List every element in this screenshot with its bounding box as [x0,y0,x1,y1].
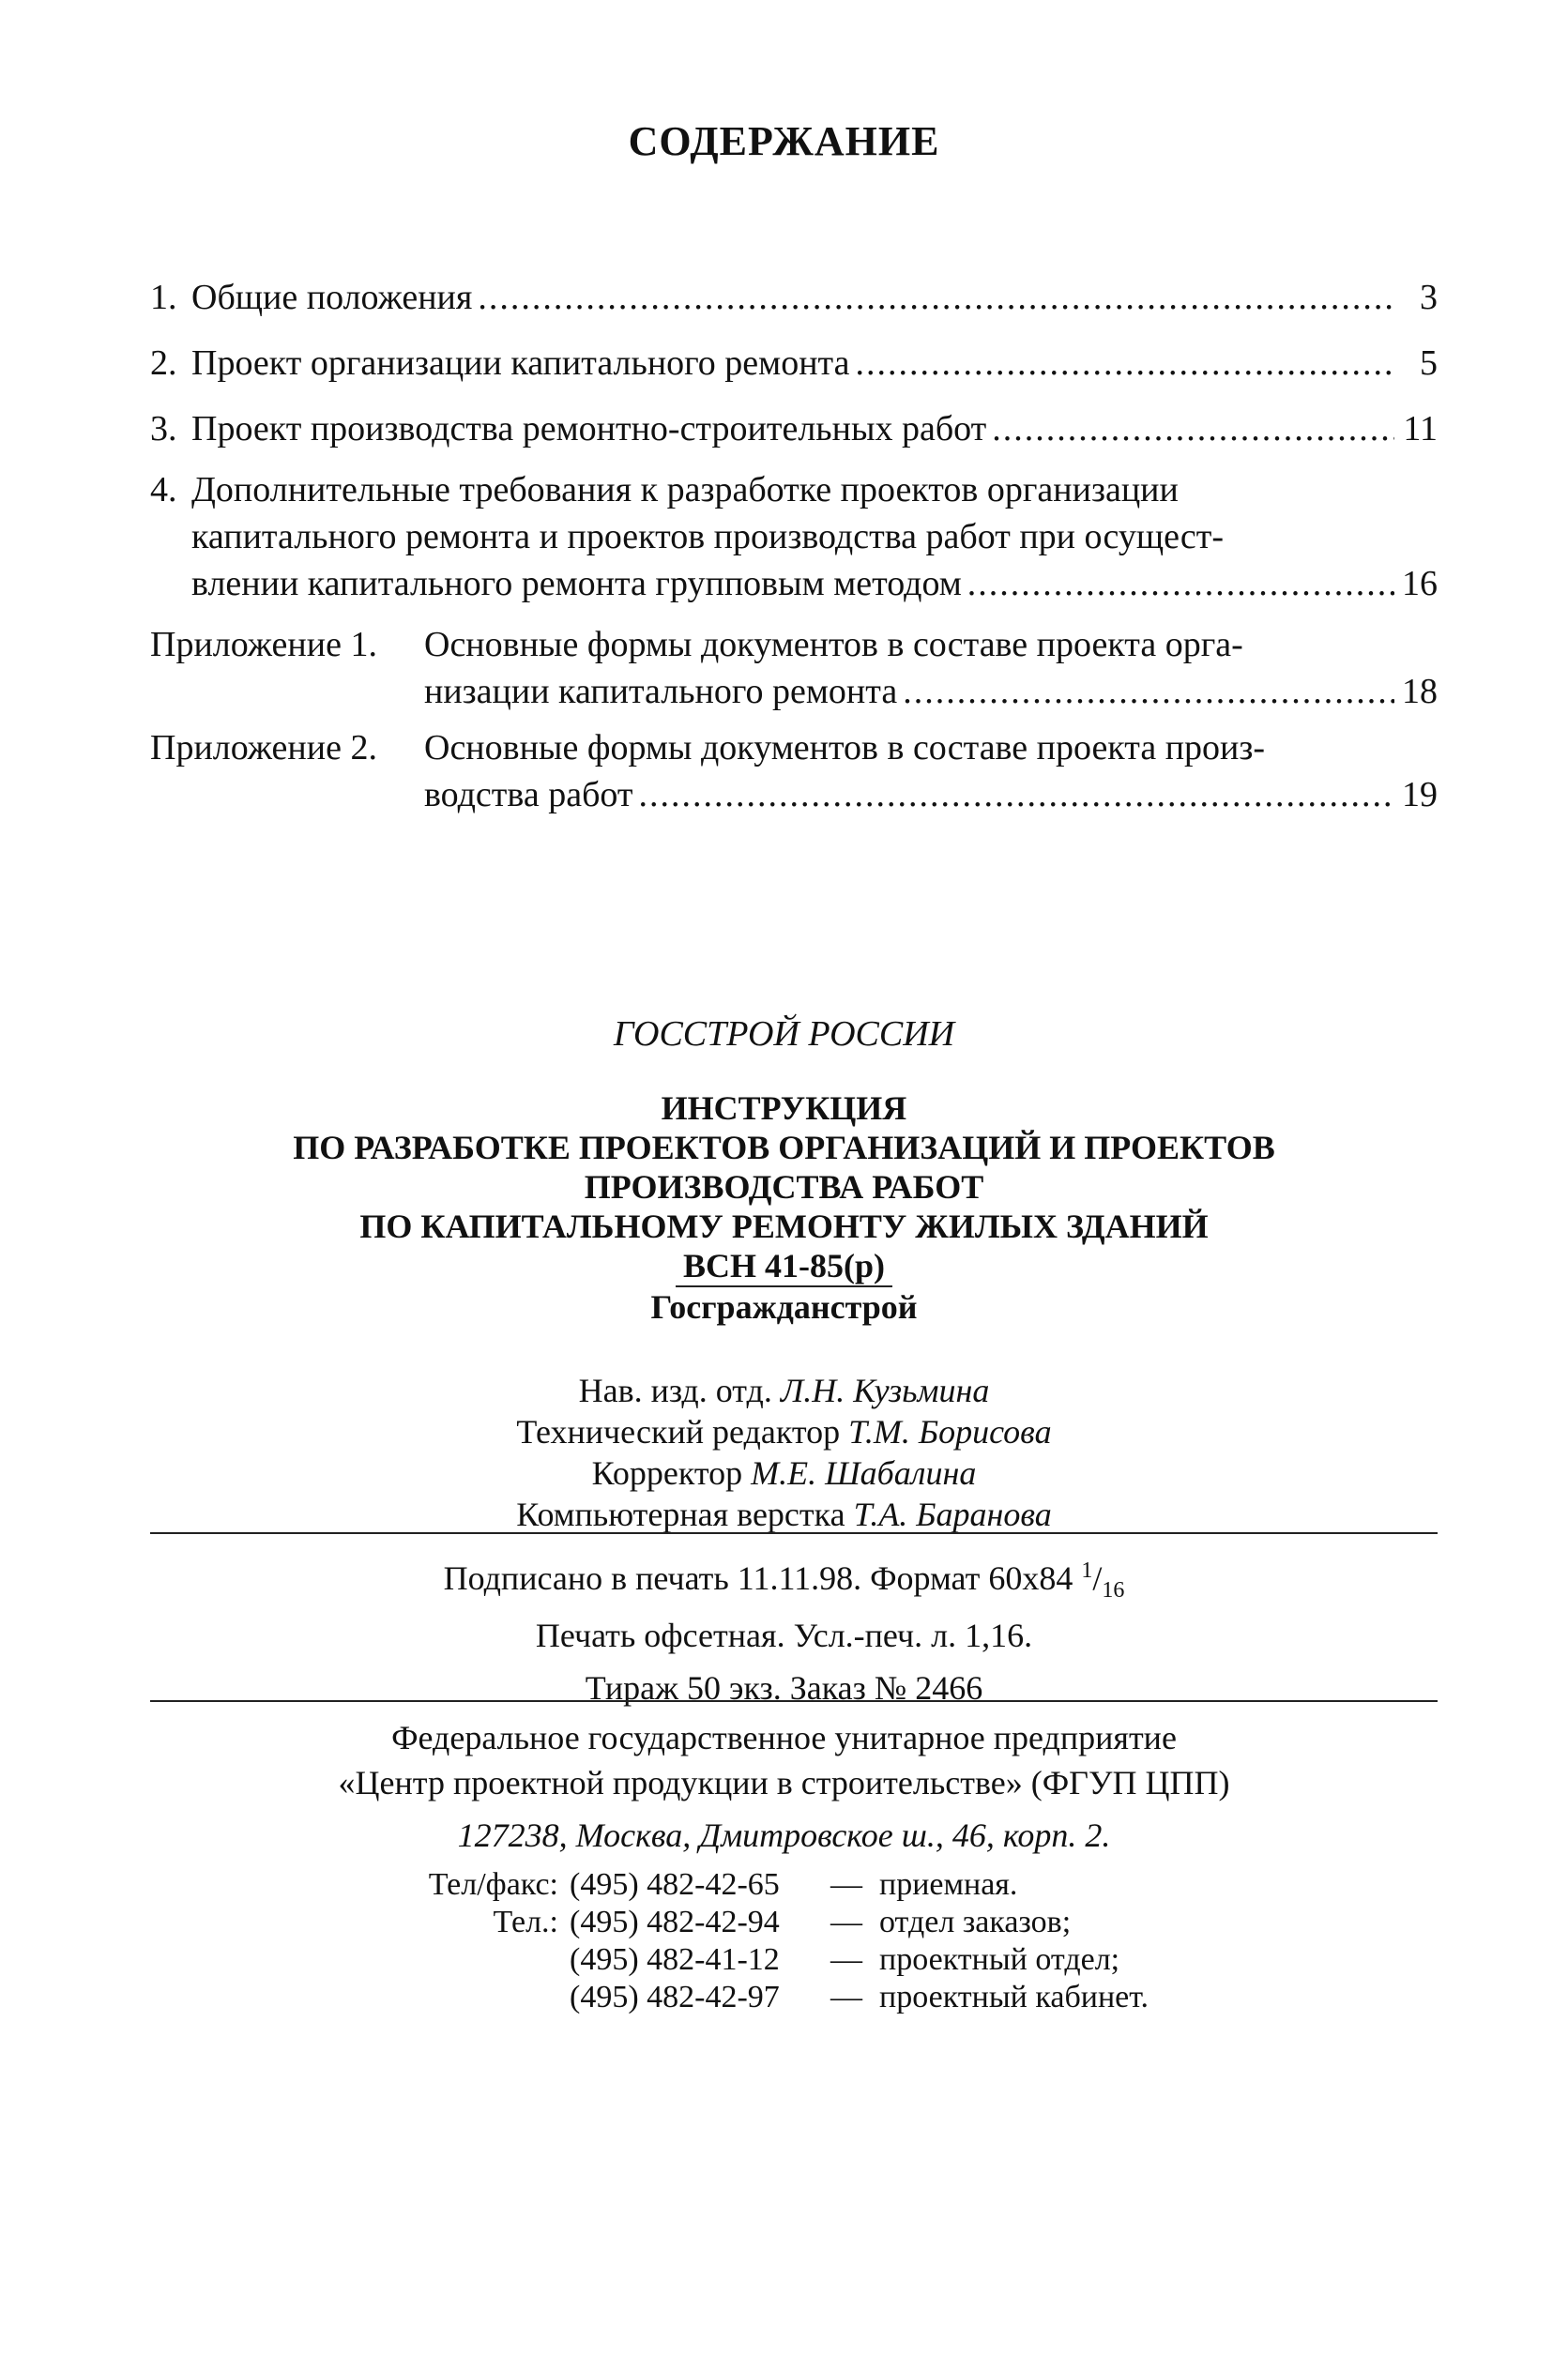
org-name: ГОССТРОЙ РОССИИ [613,1014,955,1054]
toc-appendix-line1: Основные формы документов в составе проекта орга- [424,625,1243,664]
doc-title-line: ПРОИЗВОДСТВА РАБОТ [584,1168,984,1206]
contents-heading: СОДЕРЖАНИЕ [628,118,940,164]
divider [150,1700,1438,1702]
phone-desc: отдел заказов; [879,1905,1072,1939]
credit-role: Компьютерная верстка [516,1496,845,1533]
toc-appendix-prefix: Приложение 1. [150,625,377,664]
toc-entry-line [150,466,1179,513]
print-info-line: Тираж 50 экз. Заказ № 2466 [585,1669,983,1708]
phone-desc: приемная. [879,1867,1018,1902]
phone-row [385,1980,1149,2015]
leader-dots [478,274,1394,321]
print-info [0,1548,1568,1710]
toc-appendix-prefix: Приложение 2. [150,728,377,768]
leader-dots [903,668,1394,715]
print-format: Подписано в печать 11.11.98. Формат 60х84 [443,1559,1073,1597]
doc-code: ВСН 41-85(р) [676,1246,892,1287]
phone-dash: — [830,1867,862,1902]
toc-entry-page: 16 [1402,564,1438,603]
credit-line [0,1494,1568,1535]
publisher-address: 127238, Москва, Дмитровское ш., 46, корп. 2. [457,1816,1111,1854]
toc-appendix-line [150,724,1265,771]
credit-name: Т.М. Борисова [848,1413,1052,1451]
phone-row [385,1905,1071,1940]
toc-appendix-line [150,621,1243,668]
toc-entry-label: водства работ [424,775,633,814]
toc-entry[interactable] [150,340,1438,387]
phone-number[interactable]: (495) 482-42-97 [570,1980,780,2014]
publisher [0,1715,1568,1858]
credit-line [0,1411,1568,1452]
doc-title-line: ПО КАПИТАЛЬНОМУ РЕМОНТУ ЖИЛЫХ ЗДАНИЙ [359,1208,1209,1245]
toc-entry-page: 3 [1420,278,1438,317]
phone-number[interactable]: (495) 482-41-12 [570,1942,780,1977]
toc-entry[interactable] [191,560,1438,607]
leader-dots [639,771,1394,818]
phone-label [385,1942,558,1978]
toc-entry[interactable] [424,668,1438,715]
fraction-denominator: 16 [1102,1578,1125,1604]
phone-desc: проектный отдел; [879,1942,1120,1977]
print-info-line: Подписано в печать 11.11.98. Формат 60х84 $^1/_{16}$ [443,1558,1125,1604]
toc-entry-number: 3. [150,409,177,448]
toc-entry-page: 19 [1402,775,1438,814]
phone-desc: проектный кабинет. [879,1980,1149,2014]
phone-dash: — [830,1980,862,2014]
publisher-line: Федеральное государственное унитарное предприятие [391,1719,1177,1756]
toc-entry-label: Проект организации капитального ремонта [191,343,850,383]
credit-role: Корректор [591,1454,743,1492]
phone-number[interactable]: (495) 482-42-65 [570,1867,780,1902]
phone-label [385,1980,558,2015]
phone-dash: — [830,1905,862,1939]
doc-agency: Госгражданстрой [650,1288,918,1326]
phone-label: Тел.: [493,1905,558,1939]
toc-entry-label: Проект производства ремонтно-строительных работ [191,409,987,448]
doc-title-line: ПО РАЗРАБОТКЕ ПРОЕКТОВ ОРГАНИЗАЦИЙ И ПРОЕКТОВ [293,1129,1275,1166]
credit-role: Технический редактор [516,1413,841,1451]
credit-line [0,1370,1568,1411]
phone-number[interactable]: (495) 482-42-94 [570,1905,780,1939]
toc-entry-label: низации капитального ремонта [424,672,898,711]
print-info-line: Печать офсетная. Усл.-печ. л. 1,16. [535,1617,1033,1655]
credit-line [0,1452,1568,1494]
doc-title-line: ИНСТРУКЦИЯ [661,1089,907,1127]
leader-dots [967,560,1394,607]
leader-dots [992,405,1394,452]
phone-row [385,1942,1119,1978]
toc-entry[interactable] [150,274,1438,321]
toc-entry-page: 11 [1403,409,1438,448]
credit-name: Л.Н. Кузьмина [780,1372,990,1409]
credit-role: Нав. изд. отд. [578,1372,772,1409]
phone-label: Тел/факс: [428,1867,558,1902]
credit-name: М.Е. Шабалина [751,1454,977,1492]
fraction-numerator: 1 [1081,1558,1093,1583]
toc-entry-number: 4. [150,470,177,509]
toc-entry-page: 5 [1420,343,1438,383]
toc-entry-number: 1. [150,278,177,317]
leader-dots [856,340,1395,387]
toc-entry-label: влении капитального ремонта групповым методом [191,564,962,603]
phone-row [385,1867,1017,1903]
phone-dash: — [830,1942,862,1977]
toc-entry[interactable] [150,405,1438,452]
toc-appendix-line1: Основные формы документов в составе проекта произ- [424,728,1266,768]
divider [150,1532,1438,1534]
credits [0,1370,1568,1535]
toc-entry[interactable] [424,771,1438,818]
toc-entry-label-line2: капитального ремонта и проектов производства работ при осущест- [191,517,1225,556]
toc-entry-number: 2. [150,343,177,383]
toc-entry-label: Общие положения [191,278,473,317]
toc-entry-label-line1: Дополнительные требования к разработке проектов организации [191,470,1179,509]
publisher-line: «Центр проектной продукции в строительстве» (ФГУП ЦПП) [338,1764,1230,1801]
doc-title [0,1088,1568,1327]
credit-name: Т.А. Баранова [853,1496,1052,1533]
toc-entry-page: 18 [1402,672,1438,711]
